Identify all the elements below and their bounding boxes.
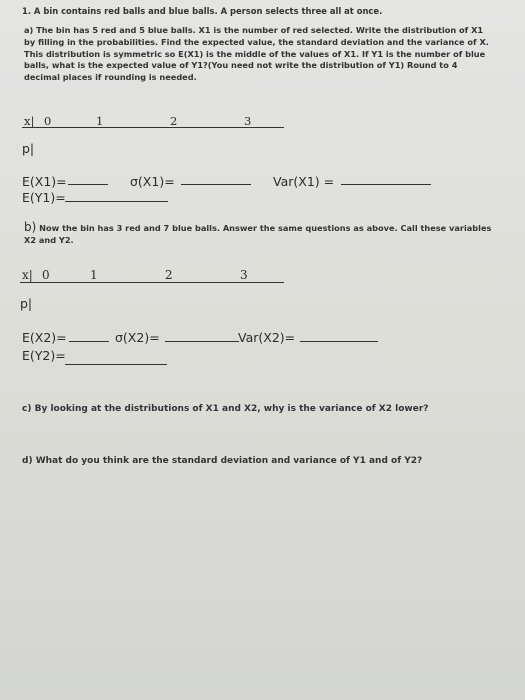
part-b-ex-blank — [69, 341, 109, 342]
part-a-var-blank — [341, 184, 431, 185]
part-d-question: d) What do you think are the standard deviation and variance of Y1 and of Y2? — [22, 456, 423, 466]
part-a-var-label: Var(X1) = — [273, 174, 335, 189]
part-a-sd-label: σ(X1)= — [130, 174, 175, 189]
part-b-ex-label: E(X2)= — [22, 330, 67, 345]
part-a-sd-blank — [181, 184, 251, 185]
part-a-x-value-0: 0 — [44, 114, 52, 128]
part-b-letter: b) — [24, 220, 37, 234]
part-a-x-value-1: 1 — [96, 114, 104, 128]
part-b-text — [24, 222, 494, 247]
part-b-var-label: Var(X2)= — [238, 330, 296, 345]
part-b-sd-blank — [165, 341, 239, 342]
part-a-text: a) The bin has 5 red and 5 blue balls. X1 is the number of red selected. Write the distribution of X1 by filling in the probabilities. Find the expected value, the standard deviation and the variance of X. This distribution is symmetric so E(X1) is the middle of the values of X1. If Y1 is the number of blue balls, what is the expected value of Y1?(You need not write the distribution of Y1) Round to 4 decimal places if rounding is needed. — [24, 25, 489, 83]
part-b-var-blank — [300, 341, 378, 342]
part-a-ey-label: E(Y1)= — [22, 190, 66, 205]
part-a-ex-blank — [68, 184, 108, 185]
part-b-x-value-0: 0 — [42, 268, 50, 282]
part-b-x-value-1: 1 — [90, 268, 98, 282]
part-b-x-value-2: 2 — [165, 268, 173, 282]
part-b-sd-label: σ(X2)= — [115, 330, 160, 345]
part-a-x-label: x| — [24, 114, 35, 128]
part-b-p-label: p| — [20, 296, 33, 311]
problem-heading: 1. A bin contains red balls and blue balls. A person selects three all at once. — [22, 6, 383, 16]
part-a-ex-label: E(X1)= — [22, 174, 67, 189]
part-b-table-rule — [20, 282, 284, 283]
part-c-question: c) By looking at the distributions of X1 and X2, why is the variance of X2 lower? — [22, 404, 429, 414]
part-a-table-rule — [22, 127, 284, 128]
part-b-x-label: x| — [22, 268, 33, 282]
part-a-ey-blank — [65, 201, 168, 202]
part-b-ey-label: E(Y2)= — [22, 348, 66, 363]
part-b-x-value-3: 3 — [240, 268, 248, 282]
part-b-body: Now the bin has 3 red and 7 blue balls. Answer the same questions as above. Call these variables X2 and Y2. — [24, 223, 492, 245]
part-a-x-value-2: 2 — [170, 114, 178, 128]
part-a-p-label: p| — [22, 141, 35, 156]
part-a-x-value-3: 3 — [244, 114, 252, 128]
part-b-ey-blank — [65, 364, 167, 365]
